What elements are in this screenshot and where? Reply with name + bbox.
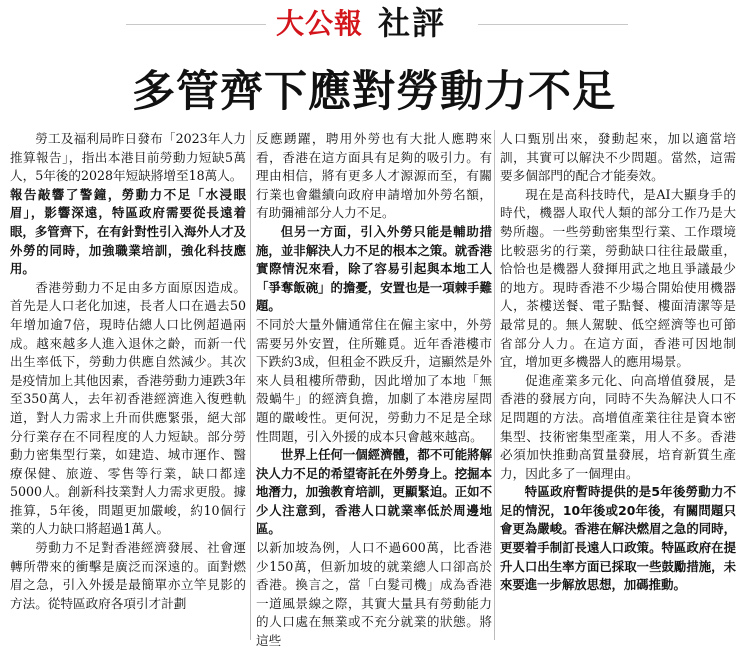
paragraph: 不同於大量外傭通常住在僱主家中，外勞需要另外安置，住所難覓。近年香港樓市下跌約3成，但租金不跌反升，這顯然是外來人員租樓所帶動，因此增加了本地「無殼蝸牛」的經濟負擔，加劇了本港房屋問題的嚴峻性。更何況，勞動力不足是全球性問題，引入外援的成本只會越來越高。	[256, 316, 492, 444]
paragraph: 香港勞動力不足由多方面原因造成。首先是人口老化加速，長者人口在過去50年增加逾7倍，現時佔總人口比例超過兩成。越來越多人進入退休之齡，而新一代出生率低下，勞動力供應自然減少。其次是疫情加上其他因素，香港勞動力連跌3年至350萬人，去年初香港經濟進入復甦軌道，對人力需求上升而供應緊張，絕大部分行業存在不同程度的人力短缺。部分勞動力密集型行業，如建造、城市運作、醫療保健、旅遊、零售等行業，缺口都達5000人。創新科技業對人力需求更殷。據推算，5年後，問題更加嚴峻，約10個行業的人力缺口將超過1萬人。	[10, 279, 246, 537]
paragraph: 勞工及福利局昨日發布「2023年人力推算報告」，指出本港目前勞動力短缺5萬人，5年後的2028年短缺將增至18萬人。	[10, 131, 246, 184]
masthead-rule-left	[126, 24, 266, 25]
section-title: 社評	[378, 4, 447, 42]
column-divider	[494, 130, 495, 640]
paragraph: 促進產業多元化、向高增值發展，是香港的發展方向，同時不失為解決人口不足問題的方法。高增值產業往往是資本密集型、技術密集型產業，用人不多。香港必須加快推動高質量發展，培育新質生產力，因此多了一個理由。	[500, 372, 736, 481]
paragraph-bold: 世界上任何一個經濟體，都不可能將解決人力不足的希望寄託在外勞身上。挖掘本地潛力，加強教育培訓，更顯緊迫。正如不少人注意到，香港人口就業率低於周邊地區。	[256, 447, 492, 537]
column-divider	[250, 130, 251, 640]
paragraph-bold: 特區政府暫時提供的是5年後勞動力不足的情況，10年後或20年後，有關問題只會更為嚴峻。香港在解決燃眉之急的同時，更要着手制訂長遠人口政策。特區政府在提升人口出生率方面已採取一些鼓勵措施，未來要進一步解放思想，加碼推動。	[500, 484, 736, 593]
paragraph-bold: 報告敲響了警鐘，勞動力不足「水浸眼眉」，影響深遠，特區政府需要從長遠着眼，多管齊下，在有針對性引入海外人才及外勞的同時，加強職業培訓，強化科技應用。	[10, 186, 246, 277]
masthead-rule-right	[478, 24, 628, 25]
paragraph: 以新加坡為例，人口不過600萬，比香港少150萬，但新加坡的就業總人口卻高於香港。換言之，當「白髮司機」成為香港一道風景線之際，其實大量具有勞動能力的人口處在無業或不充分就業的狀態。將這些	[256, 540, 492, 649]
article-column-2	[256, 130, 492, 649]
paragraph: 現在是高科技時代，是AI大顯身手的時代，機器人取代人類的部分工作乃是大勢所趨。一些勞動密集型行業、工作環境比較惡劣的行業，勞動缺口往往最嚴重，恰恰也是機器人發揮用武之地且爭議最少的地方。現時香港不少場合開始使用機器人，茶樓送餐、電子點餐、樓面清潔等是最常見的。無人駕駛、低空經濟等也可節省部分人力。在這方面，香港可因地制宜，增加更多機器人的應用場景。	[500, 186, 736, 370]
paragraph: 勞動力不足對香港經濟發展、社會運轉所帶來的衝擊是廣泛而深遠的。面對燃眉之急，引入外援是最簡單亦立竿見影的方法。從特區政府各項引才計劃	[10, 540, 246, 611]
paragraph: 反應踴躍，聘用外勞也有大批人應聘來看，香港在這方面具有足夠的吸引力。有理由相信，將有更多人才源源而至，有關行業也會繼續向政府申請增加外勞名額，有助彌補部分人力不足。	[256, 131, 492, 221]
paragraph-bold: 但另一方面，引入外勞只能是輔助措施，並非解決人力不足的根本之策。就香港實際情況來看，除了容易引起與本地工人「爭奪飯碗」的擔憂，安置也是一項棘手難題。	[256, 223, 492, 314]
masthead	[0, 0, 748, 46]
headline: 多管齊下應對勞動力不足	[132, 67, 616, 117]
article-column-3	[500, 130, 736, 640]
paper-logo: 大公報	[276, 7, 364, 40]
paragraph: 人口甄別出來，發動起來，加以適當培訓，其實可以解決不少問題。當然，這需要多個部門的配合才能奏效。	[500, 131, 736, 184]
article-column-1	[10, 130, 246, 640]
